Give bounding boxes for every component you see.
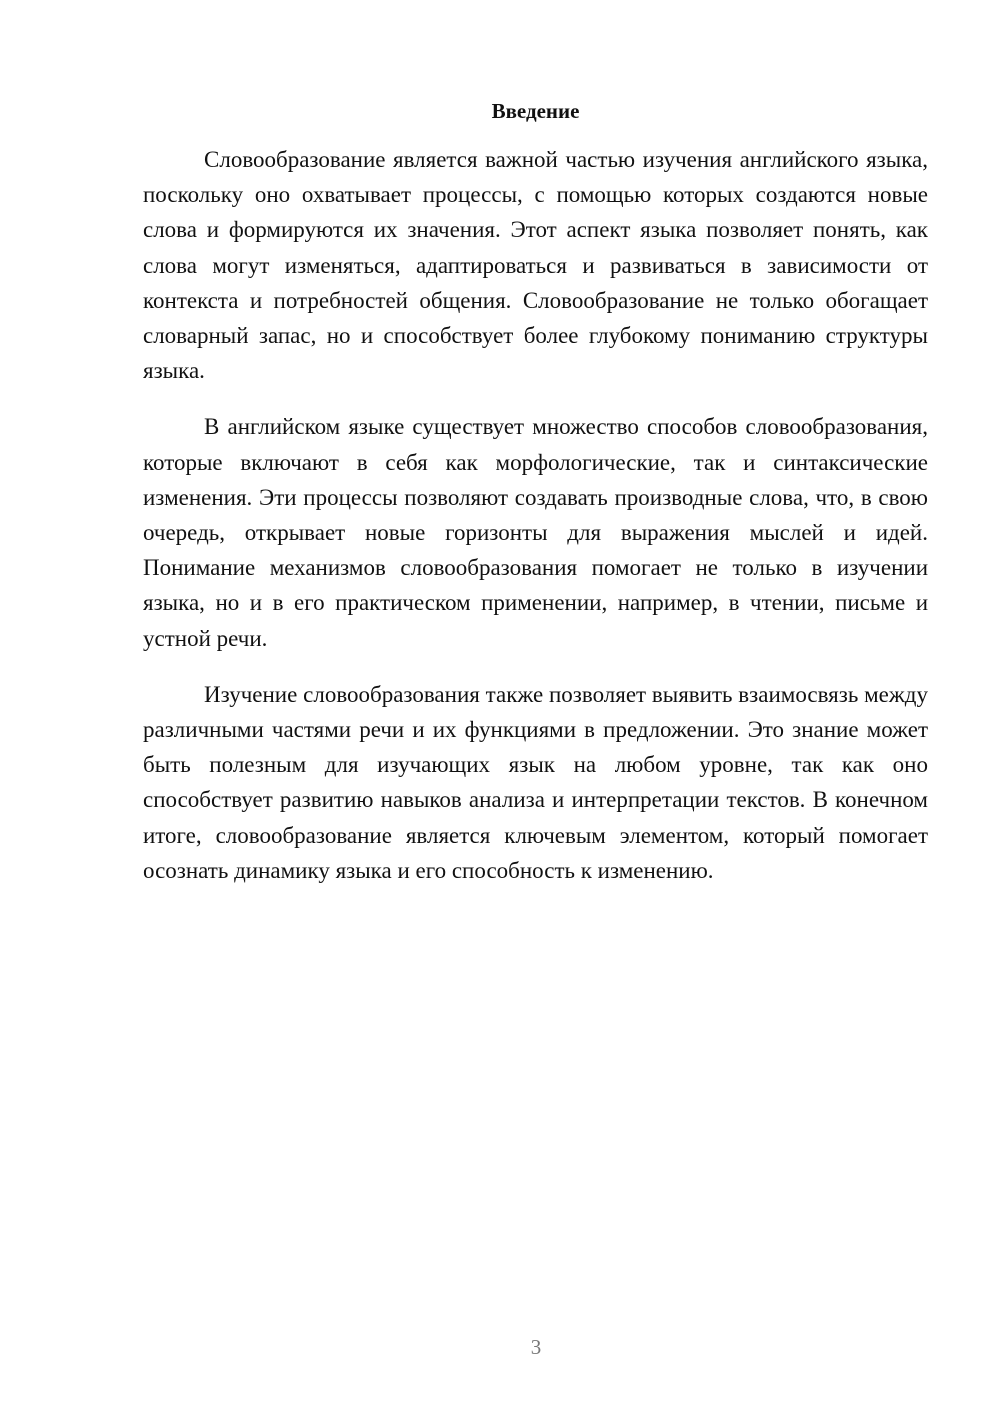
paragraph-1: Словообразование является важной частью изучения английского языка, поскольку оно охватывает процессы, с помощью которых создаются новые слова и формируются их значения. Этот аспект языка позволяет понять, как слова могут изменяться, адаптироваться и развиваться в зависимости от контекста и потребностей общения. Словообразование не только обогащает словарный запас, но и способствует более глубокому пониманию структуры языка. [143, 147, 928, 384]
document-body [143, 142, 928, 909]
page-title: Введение [491, 99, 580, 123]
paragraph-3: Изучение словообразования также позволяет выявить взаимосвязь между различными частями речи и их функциями в предложении. Это знание может быть полезным для изучающих язык на любом уровне, так как оно способствует развитию навыков анализа и интерпретации текстов. В конечном итоге, словообразование является ключевым элементом, который помогает осознать динамику языка и его способность к изменению. [143, 681, 928, 883]
paragraph-2: В английском языке существует множество способов словообразования, которые включают в себя как морфологические, так и синтаксические изменения. Эти процессы позволяют создавать производные слова, что, в свою очередь, открывает новые горизонты для выражения мыслей и идей. Понимание механизмов словообразования помогает не только в изучении языка, но и в его практическом применении, например, в чтении, письме и устной речи. [143, 414, 928, 651]
page-number: 3 [530, 1335, 542, 1359]
